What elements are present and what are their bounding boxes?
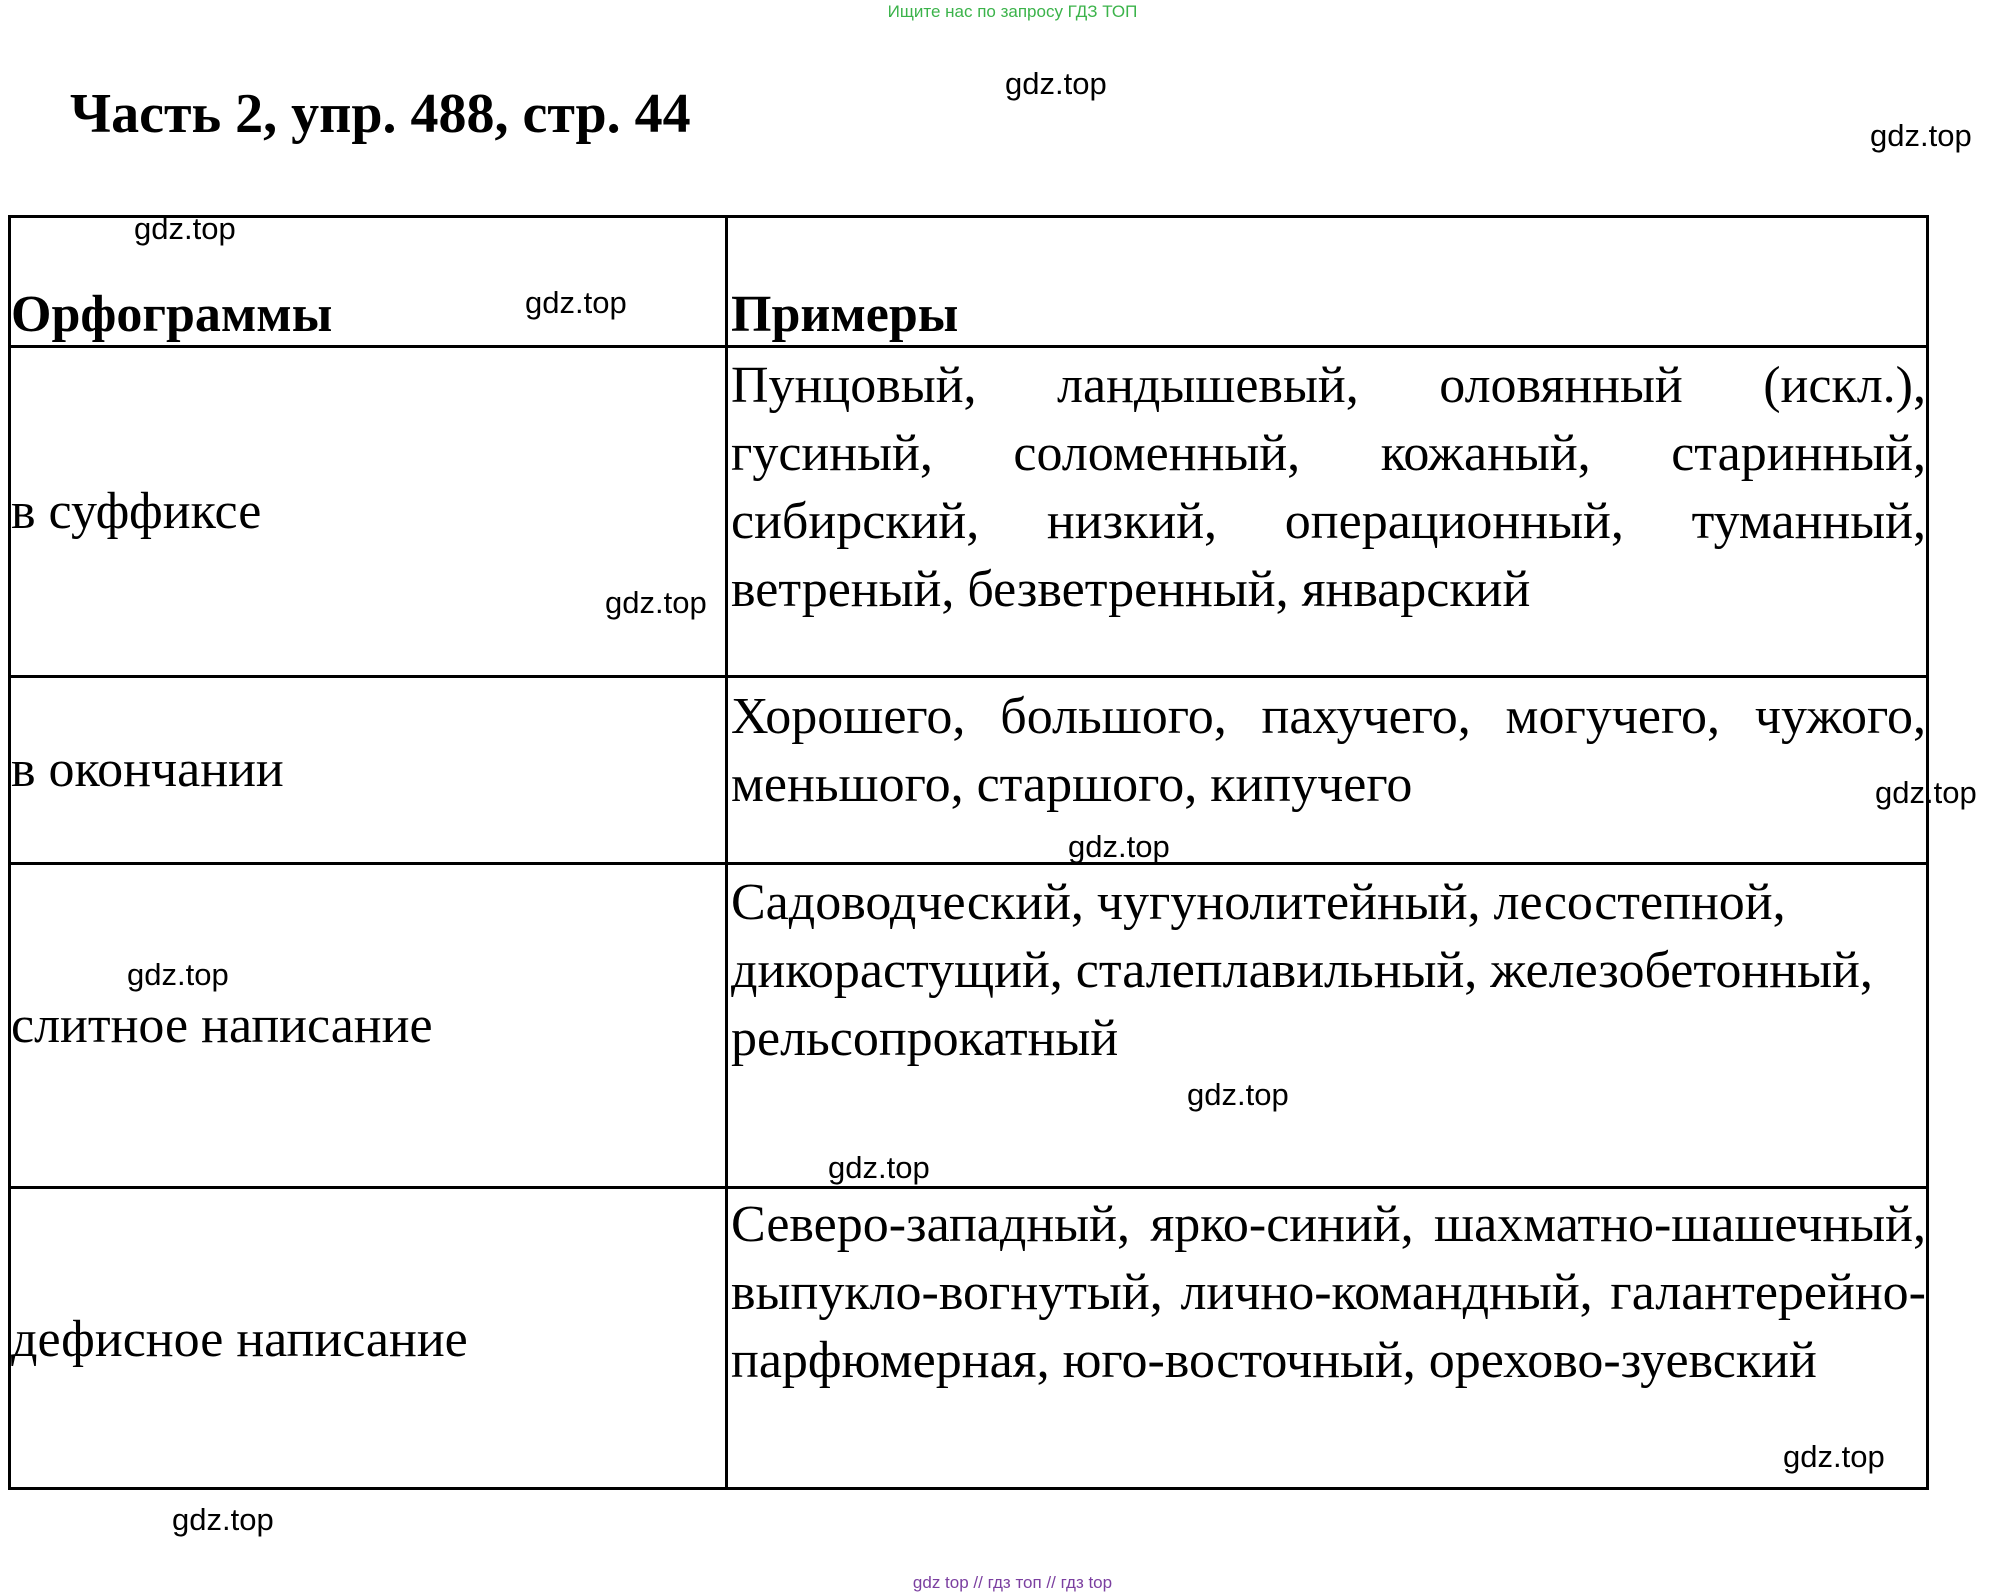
header-examples: Примеры [731, 286, 959, 343]
row-category: в окончании [11, 741, 284, 798]
row-examples: Хорошего, большого, пахучего, могучего, чужого, меньшого, старшого, кипучего [731, 688, 1926, 813]
watermark: gdz.top [127, 957, 229, 992]
row-category: слитное написание [11, 996, 433, 1054]
watermark: gdz.top [1875, 775, 1977, 810]
watermark: gdz.top [1005, 66, 1107, 101]
top-banner[interactable]: Ищите нас по запросу ГДЗ ТОП [887, 2, 1138, 21]
watermark: gdz.top [1068, 829, 1170, 864]
watermark: gdz.top [1783, 1439, 1885, 1474]
column-divider [725, 215, 728, 1490]
row-examples: Северо-западный, ярко-синий, шахматно-шашечный, выпукло-вогнутый, лично-командный, галантерейно-парфюмерная, юго-восточный, орехово-зуевский [731, 1196, 1926, 1389]
page-title: Часть 2, упр. 488, стр. 44 [70, 83, 691, 145]
watermark: gdz.top [828, 1150, 930, 1185]
row-category: в суффиксе [11, 482, 262, 540]
row-examples: Садоводческий, чугунолитейный, лесостепной, дикорастущий, сталеплавильный, железобетонный, рельсопрокатный [731, 874, 1873, 1067]
watermark: gdz.top [605, 585, 707, 620]
watermark: gdz.top [525, 285, 627, 320]
row-examples: Пунцовый, ландышевый, оловянный (искл.), гусиный, соломенный, кожаный, старинный, сибирский, низкий, операционный, туманный, ветреный, безветренный, январский [731, 357, 1926, 618]
watermark: gdz.top [1870, 118, 1972, 153]
row-category: дефисное написание [11, 1310, 468, 1368]
watermark: gdz.top [1187, 1077, 1289, 1112]
watermark: gdz.top [134, 211, 236, 246]
footer-links[interactable]: gdz top // гдз топ // гдз top [912, 1573, 1113, 1592]
watermark: gdz.top [172, 1502, 274, 1537]
header-orthograms: Орфограммы [11, 286, 333, 343]
